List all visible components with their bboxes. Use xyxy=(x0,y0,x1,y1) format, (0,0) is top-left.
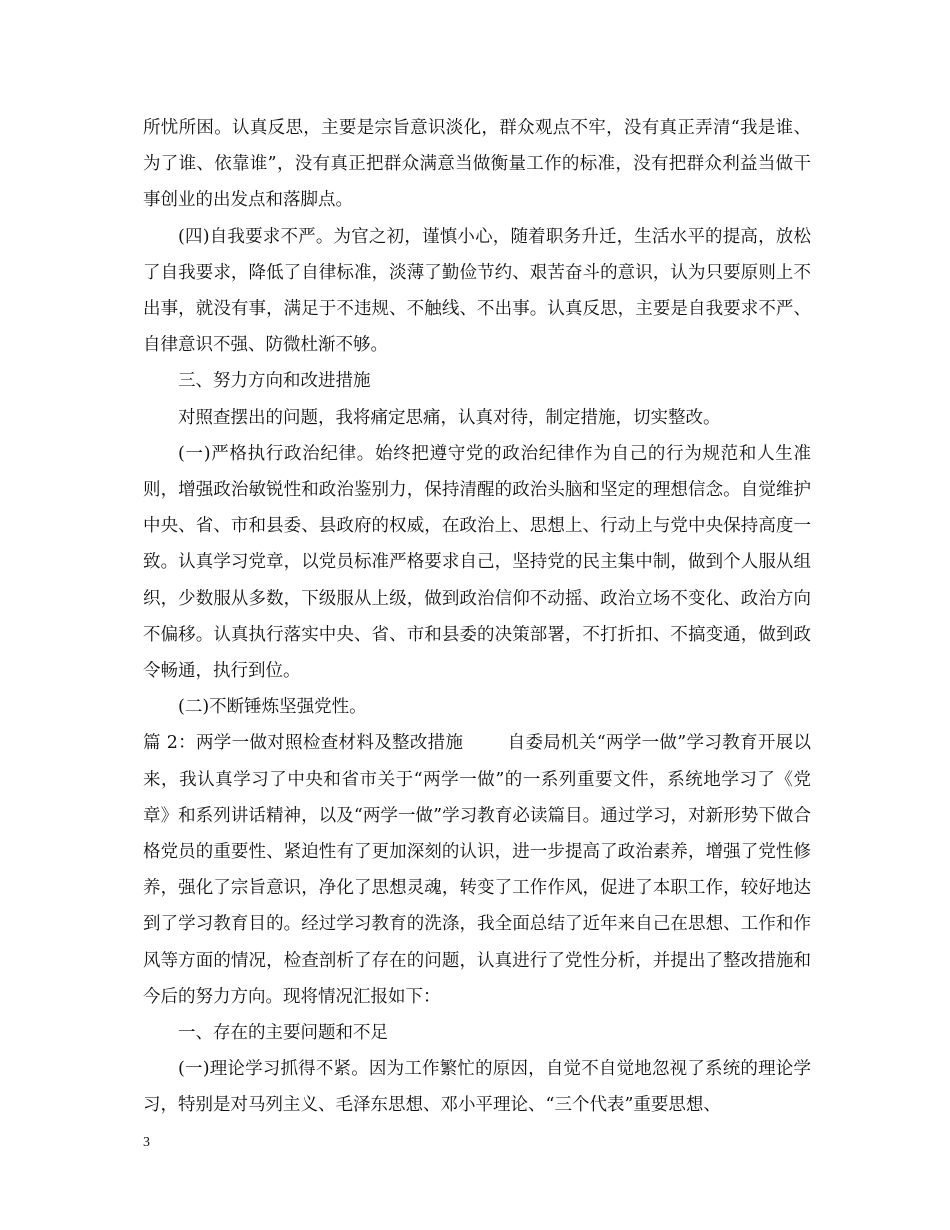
section-2-heading: 篇 2：两学一做对照检查材料及整改措施 xyxy=(143,733,464,754)
paragraph-self-discipline: (四)自我要求不严。为官之初，谨慎小心，随着职务升迁，生活水平的提高，放松了自我要求，降低了自律标准，淡薄了勤俭节约、艰苦奋斗的意识，认为只要原则上不出事，就没有事，满足于不违规、不触线、不出事。认真反思，主要是自我要求不严、自律意识不强、防微杜渐不够。 xyxy=(143,226,811,356)
paragraph-theory-study: (一)理论学习抓得不紧。因为工作繁忙的原因，自觉不自觉地忽视了系统的理论学习，特别是对马列主义、毛泽东思想、邓小平理论、“三个代表”重要思想、 xyxy=(143,1059,811,1116)
paragraph-continuation: 所忧所困。认真反思，主要是宗旨意识淡化，群众观点不牢，没有真正弄清“我是谁、为了谁、依靠谁”，没有真正把群众满意当做衡量工作的标准，没有把群众利益当做干事创业的出发点和落脚点。 xyxy=(143,118,811,211)
paragraph-political-discipline: (一)严格执行政治纪律。始终把遵守党的政治纪律作为自己的行为规范和人生准则，增强政治敏锐性和政治鉴别力，保持清醒的政治头脑和坚定的理想信念。自觉维护中央、省、市和县委、县政府的权威，在政治上、思想上、行动上与党中央保持高度一致。认真学习党章，以党员标准严格要求自己，坚持党的民主集中制，做到个人服从组织，少数服从多数，下级服从上级，做到政治信仰不动摇、政治立场不变化、政治方向不偏移。认真执行落实中央、省、市和县委的决策部署，不打折扣、不搞变通，做到政令畅通，执行到位。 xyxy=(143,443,811,682)
page-number: 3 xyxy=(143,1135,150,1150)
section-2-body: 自委局机关“两学一做”学习教育开展以来，我认真学习了中央和省市关于“两学一做”的一系列重要文件，系统地学习了《党章》和系列讲话精神，以及“两学一做”学习教育必读篇目。通过学习，对新形势下做合格党员的重要性、紧迫性有了更加深刻的认识，进一步提高了政治素养，增强了党性修养，强化了宗旨意识，净化了思想灵魂，转变了工作作风，促进了本职工作，较好地达到了学习教育目的。经过学习教育的洗涤，我全面总结了近年来自己在思想、工作和作风等方面的情况，检查剖析了存在的问题，认真进行了党性分析，并提出了整改措施和今后的努力方向。现将情况汇报如下： xyxy=(143,733,811,1007)
section-heading-improvement: 三、努力方向和改进措施 xyxy=(178,371,371,392)
section-heading-problems: 一、存在的主要问题和不足 xyxy=(178,1023,388,1044)
paragraph-intro-rectification: 对照查摆出的问题，我将痛定思痛，认真对待，制定措施，切实整改。 xyxy=(178,407,721,428)
paragraph-party-spirit: (二)不断锤炼坚强党性。 xyxy=(178,697,367,718)
document-body xyxy=(143,110,811,1124)
paragraph-section-2 xyxy=(143,725,811,1015)
